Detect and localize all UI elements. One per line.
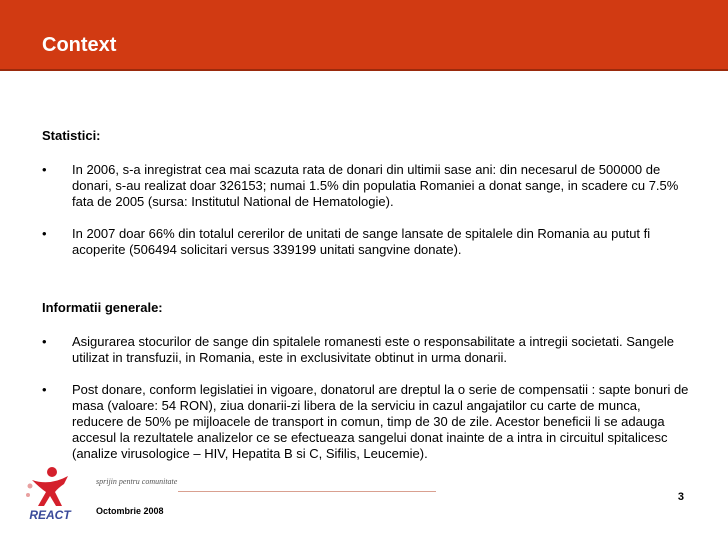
bullet-icon: • [42,162,47,177]
footer-date: Octombrie 2008 [96,506,164,516]
section-heading-informatii: Informatii generale: [42,300,163,315]
react-logo [22,462,78,522]
slide-content [42,128,692,478]
footer-divider [178,491,436,492]
list-item [42,382,692,462]
footer-tagline: sprijin pentru comunitate [96,477,178,486]
list-item-text: In 2006, s-a inregistrat cea mai scazuta rata de donari din ultimii sase ani: din necesarul de 500000 de donari, s-au realizat doar 326153; numai 1.5% din populatia Romaniei a donat sange, in scadere cu 7.5% fata de 2005 (sursa: Institutul National de Hematologie). [72,162,679,209]
list-item-text: In 2007 doar 66% din totalul cererilor de unitati de sange lansate de spitalele din Romania au putut fi acoperite (506494 solicitari versus 339199 unitati sangvine donate). [72,226,651,257]
slide-title: Context [42,34,117,56]
bullet-icon: • [42,382,47,397]
logo-head-shape [47,467,57,477]
logo-figure-shape [32,476,68,506]
list-item [42,334,692,366]
section-heading-statistici: Statistici: [42,128,101,143]
list-item [42,162,692,210]
list-item-text: Post donare, conform legislatiei in vigoare, donatorul are dreptul la o serie de compensatii : sapte bonuri de masa (valoare: 54 RON), ziua donarii-zi libera de la serviciu in cazul angajatilor cu carte de munca, reducere de 50% pe mijloacele de transport in comun, timp de 30 de zile. Acestor beneficii li se adauga accesul la rezultatele analizelor ce se efectueaza sangelui donat inainte de a intra in circuitul spitalicesc (analize virusologice – HIV, Hepatita B si C, Sifilis, Leucemie). [72,382,689,461]
title-bar [0,0,728,71]
logo-dot [26,493,30,497]
page-number: 3 [677,491,684,503]
bullet-icon: • [42,226,47,241]
logo-dot [28,484,33,489]
bullet-icon: • [42,334,47,349]
list-item-text: Asigurarea stocurilor de sange din spitalele romanesti este o responsabilitate a intregii societati. Sangele utilizat in transfuzii, in Romania, este in exclusivitate obtinut in urma donarii. [72,334,674,365]
list-item [42,226,692,258]
logo-text: REACT [29,508,71,522]
